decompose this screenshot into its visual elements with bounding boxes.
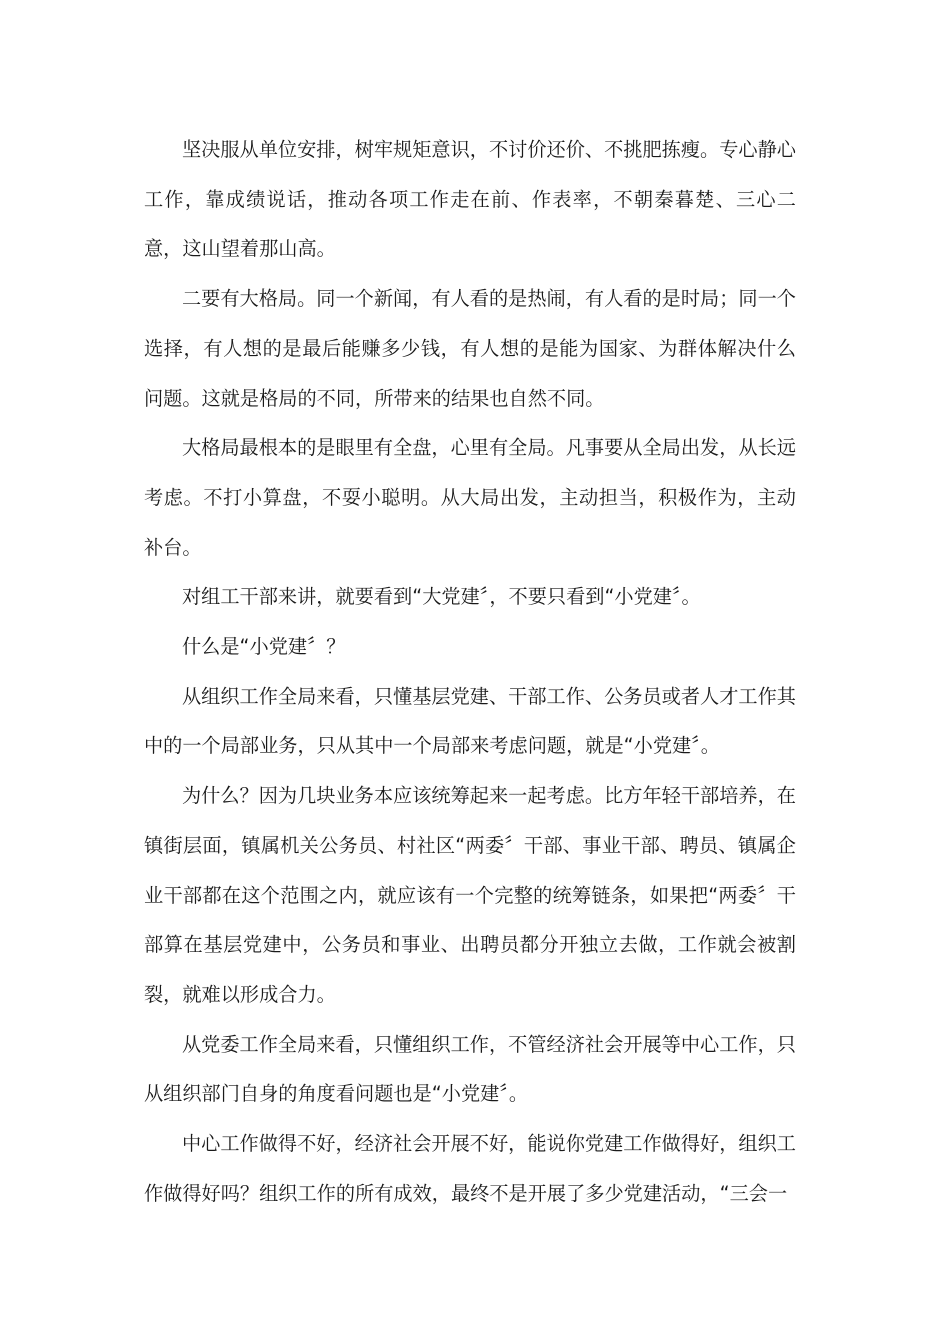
paragraph: 从党委工作全局来看，只懂组织工作，不管经济社会开展等中心工作，只从组织部门自身的角度看问题也是“小党建〞。 (144, 1032, 796, 1106)
paragraph: 二要有大格局。同一个新闻，有人看的是热闹，有人看的是时局；同一个选择，有人想的是最后能赚多少钱，有人想的是能为国家、为群体解决什么问题。这就是格局的不同，所带来的结果也自然不同。 (144, 287, 796, 410)
paragraph: 从组织工作全局来看，只懂基层党建、干部工作、公务员或者人才工作其中的一个局部业务，只从其中一个局部来考虑问题，就是“小党建〞。 (144, 684, 796, 758)
paragraph: 为什么？因为几块业务本应该统筹起来一起考虑。比方年轻干部培养，在镇街层面，镇属机关公务员、村社区“两委〞干部、事业干部、聘员、镇属企业干部都在这个范围之内，就应该有一个完整的统筹链条，如果把“两委〞干部算在基层党建中，公务员和事业、出聘员都分开独立去做，工作就会被割裂，就难以形成合力。 (144, 784, 796, 1006)
paragraph: 对组工干部来讲，就要看到“大党建〞，不要只看到“小党建〞。 (182, 585, 701, 609)
paragraph: 大格局最根本的是眼里有全盘，心里有全局。凡事要从全局出发，从长远考虑。不打小算盘，不耍小聪明。从大局出发，主动担当，积极作为，主动补台。 (144, 436, 796, 559)
paragraph: 什么是“小党建〞？ (182, 635, 346, 659)
paragraph: 坚决服从单位安排，树牢规矩意识，不讨价还价、不挑肥拣瘦。专心静心工作，靠成绩说话，推动各项工作走在前、作表率，不朝秦暮楚、三心二意，这山望着那山高。 (144, 138, 796, 261)
paragraph: 中心工作做得不好，经济社会开展不好，能说你党建工作做得好，组织工作做得好吗？组织工作的所有成效，最终不是开展了多少党建活动，“三会一 (144, 1132, 796, 1205)
document-body (144, 125, 796, 1218)
